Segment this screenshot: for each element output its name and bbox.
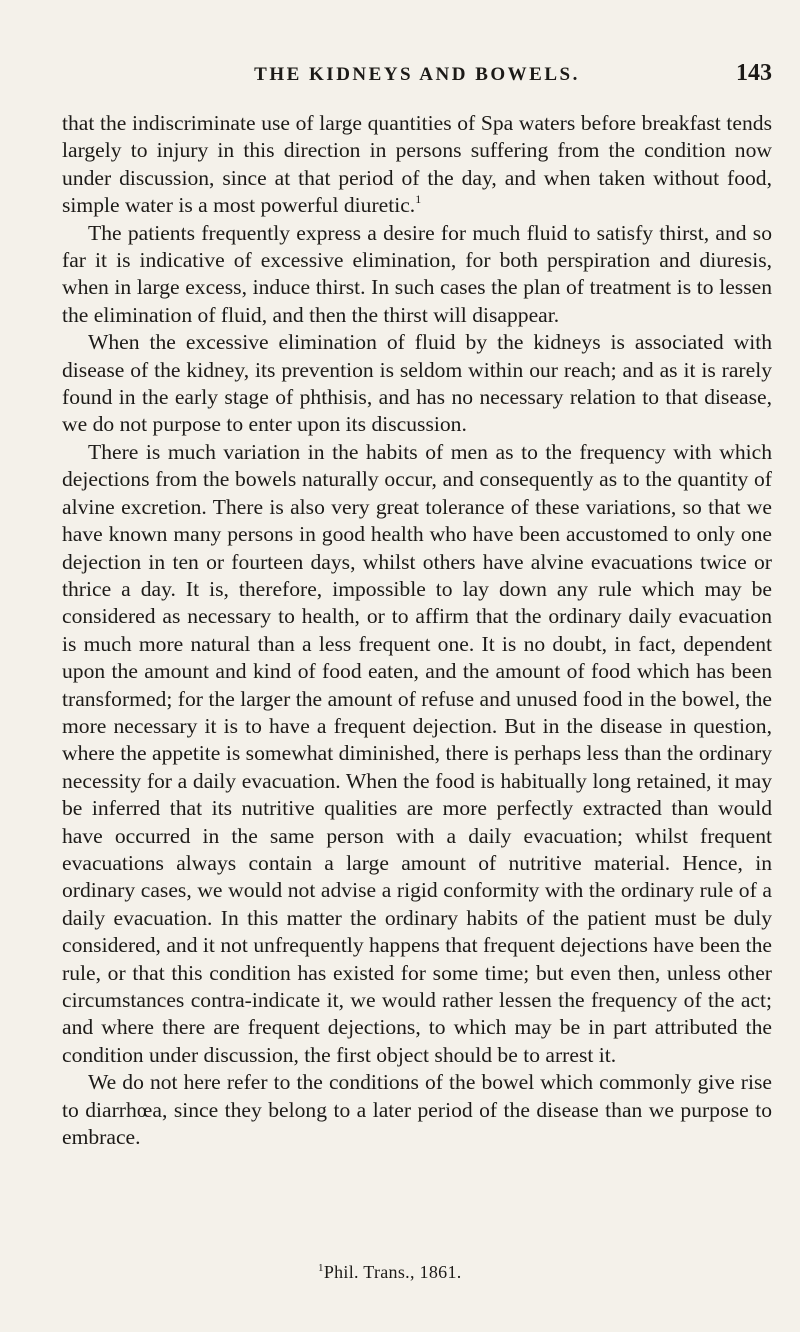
footnote-text: Phil. Trans., 1861. xyxy=(323,1262,462,1282)
paragraph: The patients frequently express a desire for much fluid to satisfy thirst, and so far it is indicative of excessive elimination, for both perspiration and diuresis, when in large excess, induce thirst. In such cases the plan of treatment is to lessen the elimination of fluid, and then the thirst will disappear. xyxy=(62,220,772,327)
running-head xyxy=(62,60,772,94)
page-number: 143 xyxy=(736,60,772,86)
paragraph xyxy=(62,110,772,220)
paragraph: We do not here refer to the conditions of the bowel which commonly give rise to diarrhœa, since they belong to a later period of the disease than we purpose to embrace. xyxy=(62,1070,772,1150)
running-title: THE KIDNEYS AND BOWELS. xyxy=(254,64,580,85)
footnote-ref: 1 xyxy=(415,192,422,207)
body-text xyxy=(62,110,772,1151)
paragraph: When the excessive elimination of fluid by the kidneys is associated with disease of the kidney, its prevention is seldom within our reach; and as it is rarely found in the early stage of phthisis, and has no necessary relation to that disease, we do not purpose to enter upon its discussion. xyxy=(62,330,772,437)
paragraph-text: that the indiscriminate use of large quantities of Spa waters before breakfast tends largely to injury in this direction in persons suffering from the condition now under discussion, since at that period of the day, and when taken without food, simple water is a most powerful diuretic. xyxy=(62,111,772,218)
footnote xyxy=(318,1262,462,1283)
paragraph: There is much variation in the habits of men as to the frequency with which dejections from the bowels naturally occur, and consequently as to the quantity of alvine excretion. There is also very great tolerance of these variations, so that we have known many persons in good health who have been accustomed to only one dejection in ten or fourteen days, whilst others have alvine evacuations twice or thrice a day. It is, therefore, impossible to lay down any rule which may be considered as necessary to health, or to affirm that the ordinary daily evacuation is much more natural than a less frequent one. It is no doubt, in fact, dependent upon the amount and kind of food eaten, and the amount of food which has been transformed; for the larger the amount of refuse and unused food in the bowel, the more necessary it is to have a frequent dejection. But in the disease in question, where the appetite is somewhat diminished, there is perhaps less than the ordinary necessity for a daily evacuation. When the food is habitually long retained, it may be inferred that its nutritive qualities are more perfectly extracted than would have occurred in the same person with a daily evacuation; whilst frequent evacuations always contain a large amount of nutritive material. Hence, in ordinary cases, we would not advise a rigid conformity with the ordinary rule of a daily evacuation. In this matter the ordinary habits of the patient must be duly considered, and it not unfrequently happens that frequent dejections have been the rule, or that this condition has existed for some time; but even then, unless other circumstances contra-indicate it, we would rather lessen the frequency of the act; and where there are frequent dejections, to which may be in part attributed the condition under discussion, the first object should be to arrest it. xyxy=(62,439,772,1067)
footnote-marker: 1 xyxy=(318,1262,324,1274)
